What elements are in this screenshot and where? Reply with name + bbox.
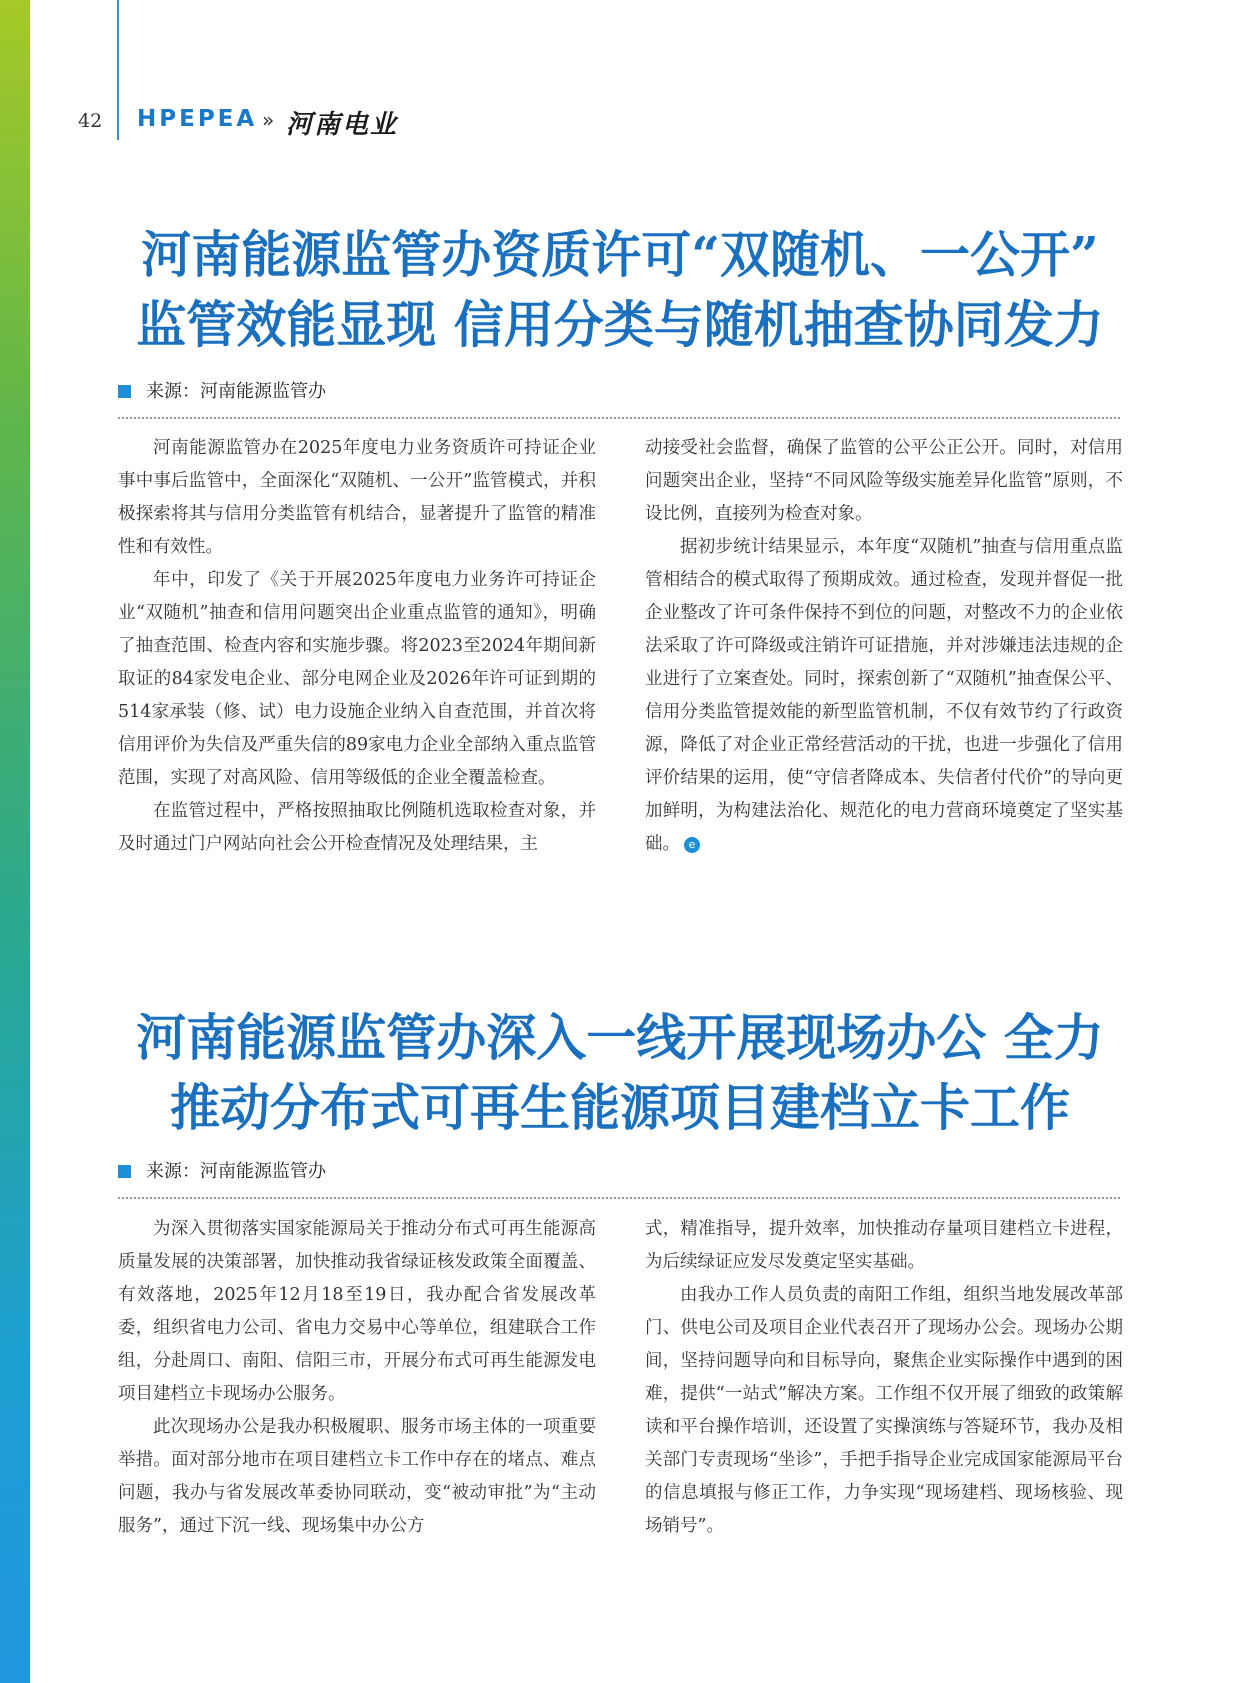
article-1-title-line-1: 河南能源监管办资质许可“双随机、一公开” (141, 225, 1099, 284)
article-2-title-line-1: 河南能源监管办深入一线开展现场办公 全力 (136, 1008, 1104, 1067)
article-1-paragraph: 河南能源监管办在2025年度电力业务资质许可持证企业事中事后监管中，全面深化“双随机、一公开”监管模式，并积极探索将其与信用分类监管有机结合，显著提升了监管的精准性和有效性。 (118, 438, 596, 557)
chevron-separator-icon: » (262, 108, 275, 132)
magazine-logo-chinese: 河南电业 (286, 110, 399, 140)
end-mark-icon: e (684, 837, 700, 853)
header-divider-line (117, 0, 119, 140)
source-square-icon (118, 385, 131, 398)
article-2-title-line-2: 推动分布式可再生能源项目建档立卡工作 (170, 1078, 1070, 1137)
article-2-source-text: 来源：河南能源监管办 (146, 1161, 326, 1182)
source-square-icon (118, 1165, 131, 1178)
article-1-right-column (645, 432, 1123, 861)
article-1-title-line-2: 监管效能显现 信用分类与随机抽查协同发力 (136, 295, 1104, 354)
article-2-left-column (118, 1213, 596, 1543)
article-2-source (118, 1157, 1120, 1199)
side-gradient-bar (0, 0, 30, 1683)
magazine-logo-latin: HPEPEA (137, 106, 258, 132)
article-1-title (110, 220, 1130, 360)
article-2-title (110, 1003, 1130, 1143)
article-2-paragraph: 由我办工作人员负责的南阳工作组，组织当地发展改革部门、供电公司及项目企业代表召开了现场办公会。现场办公期间，坚持问题导向和目标导向，聚焦企业实际操作中遇到的困难，提供“一站式”解决方案。工作组不仅开展了细致的政策解读和平台操作培训，还设置了实操演练与答疑环节，我办及相关部门专责现场“坐诊”，手把手指导企业完成国家能源局平台的信息填报与修正工作，力争实现“现场建档、现场核验、现场销号”。 (645, 1285, 1123, 1536)
article-1-paragraph: 年中，印发了《关于开展2025年度电力业务许可持证企业“双随机”抽查和信用问题突出企业重点监管的通知》，明确了抽查范围、检查内容和实施步骤。将2023至2024年期间新取证的84家发电企业、部分电网企业及2026年许可证到期的514家承装（修、试）电力设施企业纳入自查范围，并首次将信用评价为失信及严重失信的89家电力企业全部纳入重点监管范围，实现了对高风险、信用等级低的企业全覆盖检查。 (118, 570, 596, 788)
article-1-paragraph: 在监管过程中，严格按照抽取比例随机选取检查对象，并及时通过门户网站向社会公开检查情况及处理结果，主 (118, 801, 596, 854)
article-1-left-column (118, 432, 596, 861)
article-2-right-column (645, 1213, 1123, 1543)
article-2-paragraph: 为深入贯彻落实国家能源局关于推动分布式可再生能源高质量发展的决策部署，加快推动我省绿证核发政策全面覆盖、有效落地，2025年12月18至19日，我办配合省发展改革委，组织省电力公司、省电力交易中心等单位，组建联合工作组，分赴周口、南阳、信阳三市，开展分布式可再生能源发电项目建档立卡现场办公服务。 (118, 1219, 596, 1404)
article-1-paragraph-continued: 动接受社会监督，确保了监管的公平公正公开。同时，对信用问题突出企业，坚持“不同风险等级实施差异化监管”原则，不设比例，直接列为检查对象。 (645, 438, 1123, 524)
article-1-source (118, 377, 1120, 419)
article-2-paragraph: 此次现场办公是我办积极履职、服务市场主体的一项重要举措。面对部分地市在项目建档立卡工作中存在的堵点、难点问题，我办与省发展改革委协同联动，变“被动审批”为“主动服务”，通过下沉一线、现场集中办公方 (118, 1417, 596, 1536)
article-1-paragraph-text: 据初步统计结果显示，本年度“双随机”抽查与信用重点监管相结合的模式取得了预期成效。通过检查，发现并督促一批企业整改了许可条件保持不到位的问题，对整改不力的企业依法采取了许可降级或注销许可证措施，并对涉嫌违法违规的企业进行了立案查处。同时，探索创新了“双随机”抽查保公平、信用分类监管提效能的新型监管机制，不仅有效节约了行政资源，降低了对企业正常经营活动的干扰，也进一步强化了信用评价结果的运用，使“守信者降成本、失信者付代价”的导向更加鲜明，为构建法治化、规范化的电力营商环境奠定了坚实基础。 (645, 537, 1123, 854)
page-number: 42 (78, 110, 103, 132)
article-1-paragraph (645, 531, 1123, 861)
article-2-paragraph-continued: 式，精准指导，提升效率，加快推动存量项目建档立卡进程，为后续绿证应发尽发奠定坚实基础。 (645, 1219, 1123, 1272)
article-1-source-text: 来源：河南能源监管办 (146, 381, 326, 402)
